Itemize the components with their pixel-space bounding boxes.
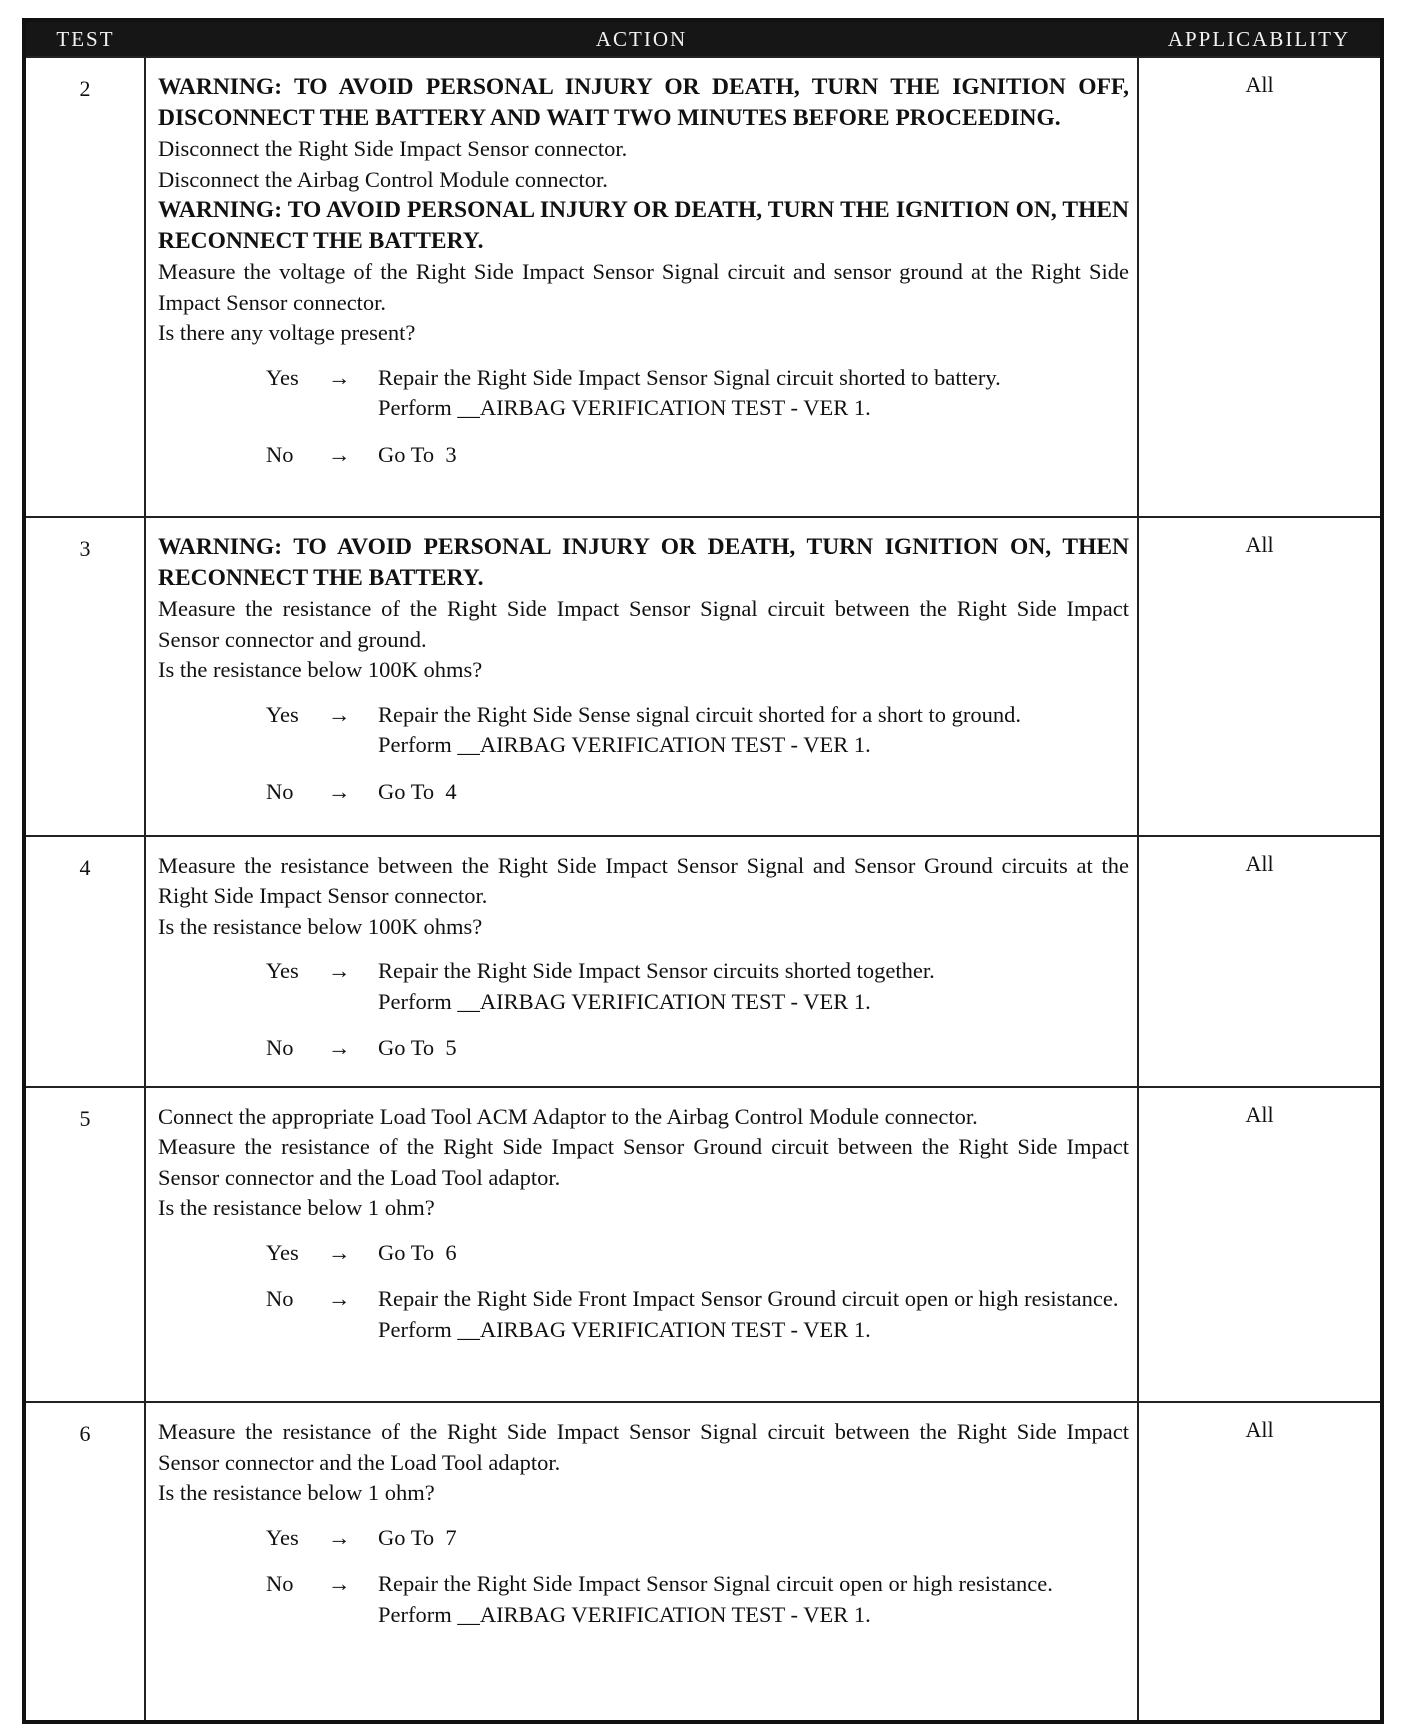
arrow-right-icon: → [328,441,351,467]
action-cell [145,1087,1138,1403]
arrow-right-icon: → [328,958,351,984]
table-row [26,517,1380,836]
action-cell [145,836,1138,1087]
outcome-yes [266,1523,1129,1554]
instruction-text: Is the resistance below 100K ohms? [158,657,483,683]
table-header-row [26,22,1380,57]
outcome-no [266,777,1129,808]
test-number: 4 [26,836,145,1087]
outcome-result-line: Repair the Right Side Impact Sensor Signal circuit open or high resistance. [378,1571,1053,1597]
applicability-value: All [1138,517,1380,836]
outcome-result [378,1569,1129,1630]
outcome-result-line: Perform __AIRBAG VERIFICATION TEST - VER 1. [378,988,871,1014]
outcome-result-line: Repair the Right Side Impact Sensor Signal circuit shorted to battery. [378,364,1001,390]
warning-text: WARNING: TO AVOID PERSONAL INJURY OR DEATH, TURN THE IGNITION OFF, DISCONNECT THE BATTERY AND WAIT TWO MINUTES BEFORE PROCEEDING. [158,74,1129,131]
arrow-right-icon: → [328,1035,351,1061]
table-row [26,1402,1380,1720]
outcome-result [378,777,1129,808]
test-number: 3 [26,517,145,836]
outcome-result-line: Perform __AIRBAG VERIFICATION TEST - VER 1. [378,732,871,758]
outcome-result [378,440,1129,471]
action-cell [145,1402,1138,1720]
arrow-right-icon: → [328,1239,351,1265]
outcome-result [378,956,1129,1017]
outcome-answer: No [266,1571,294,1597]
action-cell [145,517,1138,836]
warning-text: WARNING: TO AVOID PERSONAL INJURY OR DEATH, TURN IGNITION ON, THEN RECONNECT THE BATTERY. [158,534,1129,592]
outcome-answer: Yes [266,1239,299,1265]
outcome-result-line: Perform __AIRBAG VERIFICATION TEST - VER 1. [378,395,871,420]
instruction-text: Measure the resistance of the Right Side Impact Sensor Signal circuit between the Right Side Impact Sensor connector and the Load Tool adaptor. [158,1419,1129,1475]
outcome-answer: No [266,778,294,804]
arrow-right-icon: → [328,364,351,390]
outcome-result [378,363,1129,424]
arrow-right-icon: → [328,778,351,804]
header-action: ACTION [145,22,1138,57]
outcome-yes [266,956,1129,1017]
outcome-result-line: Go To 6 [378,1239,457,1265]
arrow-right-icon: → [328,1286,351,1312]
instruction-text: Measure the resistance of the Right Side Impact Sensor Ground circuit between the Right Side Impact Sensor connector and the Load Tool adaptor. [158,1134,1129,1190]
instruction-text: Is the resistance below 1 ohm? [158,1480,435,1506]
outcome-result [378,700,1129,761]
outcome-no [266,1284,1129,1345]
outcome-result-line: Repair the Right Side Sense signal circuit shorted for a short to ground. [378,701,1022,727]
outcome-result-line: Perform __AIRBAG VERIFICATION TEST - VER 1. [378,1601,871,1627]
test-number: 5 [26,1087,145,1403]
outcome-result-line: Go To 7 [378,1524,457,1550]
outcome-answer: Yes [266,701,299,727]
outcome-yes [266,700,1129,761]
outcome-yes [266,1238,1129,1269]
outcome-no [266,440,1129,471]
outcome-answer: No [266,1035,294,1061]
applicability-value: All [1138,1087,1380,1403]
outcome-result-line: Repair the Right Side Impact Sensor circuits shorted together. [378,958,935,984]
outcome-result [378,1523,1129,1554]
outcome-answer: Yes [266,958,299,984]
outcome-result [378,1238,1129,1269]
outcome-answer: Yes [266,1524,299,1550]
table-row [26,836,1380,1087]
instruction-text: Is there any voltage present? [158,320,416,345]
instruction-text: Is the resistance below 1 ohm? [158,1195,435,1221]
action-cell [145,57,1138,517]
instruction-text: Disconnect the Airbag Control Module connector. [158,166,608,192]
applicability-value: All [1138,836,1380,1087]
outcome-result [378,1284,1129,1345]
outcome-answer: Yes [266,364,299,390]
arrow-right-icon: → [328,1524,351,1550]
outcome-result-line: Repair the Right Side Front Impact Sensor Ground circuit open or high resistance. [378,1286,1119,1312]
instruction-text: Measure the voltage of the Right Side Impact Sensor Signal circuit and sensor ground at the Right Side Impact Sensor connector. [158,259,1129,315]
outcome-result-line: Go To 3 [378,441,457,467]
table-row [26,57,1380,517]
outcome-answer: No [266,441,294,467]
instruction-text: Measure the resistance between the Right Side Impact Sensor Signal and Sensor Ground circuits at the Right Side Impact Sensor connector. [158,852,1129,909]
outcome-no [266,1033,1129,1064]
table-row [26,1087,1380,1403]
diagnostic-test-table [22,18,1384,1724]
arrow-right-icon: → [328,701,351,727]
test-number: 6 [26,1402,145,1720]
outcome-result-line: Go To 5 [378,1035,457,1061]
header-test: TEST [26,22,145,57]
instruction-text: Is the resistance below 100K ohms? [158,913,483,939]
outcome-yes [266,363,1129,424]
test-number: 2 [26,57,145,517]
outcome-answer: No [266,1286,294,1312]
outcome-result-line: Perform __AIRBAG VERIFICATION TEST - VER 1. [378,1316,871,1342]
arrow-right-icon: → [328,1571,351,1597]
warning-text: WARNING: TO AVOID PERSONAL INJURY OR DEATH, TURN THE IGNITION ON, THEN RECONNECT THE BATTERY. [158,197,1129,254]
applicability-value: All [1138,1402,1380,1720]
header-applicability: APPLICABILITY [1138,22,1380,57]
instruction-text: Disconnect the Right Side Impact Sensor connector. [158,136,628,161]
outcome-result [378,1033,1129,1064]
instruction-text: Connect the appropriate Load Tool ACM Adaptor to the Airbag Control Module connector. [158,1103,978,1129]
applicability-value: All [1138,57,1380,517]
outcome-no [266,1569,1129,1630]
test-table [26,22,1380,1720]
outcome-result-line: Go To 4 [378,778,457,804]
instruction-text: Measure the resistance of the Right Side Impact Sensor Signal circuit between the Right Side Impact Sensor connector and ground. [158,596,1129,652]
